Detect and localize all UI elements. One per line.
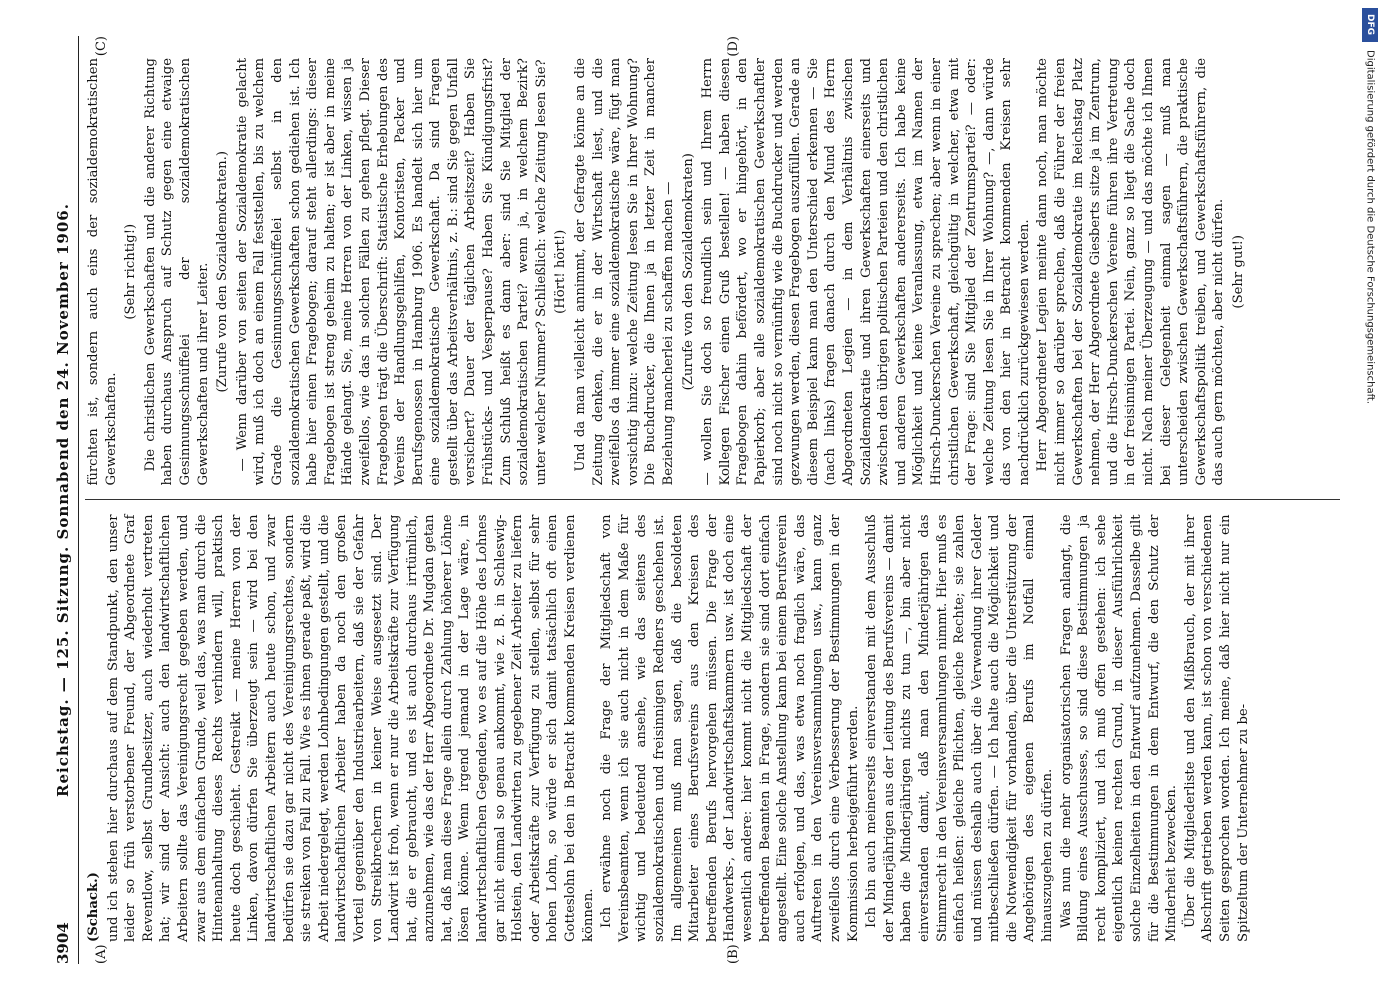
paragraph: Die christlichen Gewerkschaften und die anderer Richtung haben durchaus Anspruch auf Schutz gegen eine etwaige Gesinnungsschnüffelei der sozialdemokratischen Gewerkschaften und ihrer Leiter. bbox=[142, 58, 211, 486]
interjection: (Zurufe von den Sozialdemokraten) bbox=[680, 153, 696, 391]
running-title: Reichstag. — 125. Sitzung. Sonnabend den 24. November 1906. bbox=[53, 203, 72, 797]
margin-mark-a: (A) bbox=[93, 944, 109, 964]
paragraph: fürchten ist, sondern auch eins der sozialdemokratischen Gewerkschaften. bbox=[85, 58, 119, 486]
paragraph: — Wenn darüber von seiten der Sozialdemokratie gelacht wird, muß ich doch an einem Fall feststellen, bis zu welchem Grade die Gesinnungsschnüffelei selbst in den sozialdemokratischen Gewerkschaften schon gediehen ist. Ich habe hier einen Fragebogen; darauf steht allerdings: dieser Fragebogen ist streng geheim zu halten; er ist aber in meine Hände gelangt. Sie, meine Herren von der Linken, wissen ja zweifellos, wie das in solchen Fällen zu gehen pflegt. Dieser Fragebogen trägt die Überschrift: Statistische Erhebungen des Vereins der Handlungsgehilfen, Kontoristen, Packer und Berufsgenossen in Hamburg 1906. Es handelt sich hier um eine sozialdemokratische Gewerkschaft. Da sind Fragen gestellt über das Arbeitsverhältnis, z. B.: sind Sie gegen Unfall versichert? Dauer der täglichen Arbeitszeit? Haben Sie Frühstücks- und Vesperpause? Haben Sie Kündigungsfrist? Zum Schluß heißt es dann aber: sind Sie Mitglied der sozialdemokratischen Partei? wenn ja, in welchem Bezirk? unter welcher Nummer? Schließlich: welche Zeitung lesen Sie? bbox=[234, 58, 549, 486]
interjection: (Sehr richtig!) bbox=[122, 223, 138, 320]
speaker-label: (Schack.) bbox=[85, 872, 101, 942]
interjection: (Hört! hört!) bbox=[552, 229, 568, 314]
paragraph: Was nun die mehr organisatorischen Fragen anlangt, die Bildung eines Ausschusses, so sind diese Bestimmungen ja recht kompliziert, und ich muß offen gestehen: ich sehe eigentlich keinen rechten Grund, in dieser Ausführlichkeit solche Einzelheiten in den Entwurf aufzunehmen. Dasselbe gilt für die Bestimmungen in dem Entwurf, die den Schutz der Minderheit bezwecken. bbox=[1058, 514, 1179, 942]
margin-mark-c: (C) bbox=[93, 36, 109, 57]
interjection: (Zurufe von den Sozialdemokraten.) bbox=[214, 151, 230, 393]
paragraph: Und da man vielleicht annimmt, der Gefragte könne an die Zeitung denken, die er in der Wirtschaft liest, und die zweifellos da immer eine sozialdemokratische wäre, fügt man vorsichtig hinzu: welche Zeitung lesen Sie in Ihrer Wohnung? Die Buchdrucker, die Ihnen ja in letzter Zeit in mancher Beziehung mancherlei zu schaffen machen — bbox=[572, 58, 676, 486]
credit-text: Digitalisierung gefördert durch die Deutsche Forschungsgemeinschaft. bbox=[1364, 50, 1376, 405]
interjection: (Sehr gut!) bbox=[1230, 234, 1246, 309]
paragraph: — wollen Sie doch so freundlich sein und Ihrem Herrn Kollegen Fischer einen Gruß bestellen! — haben diesen Fragebogen dahin befördert, wo er hingehört, in den Papierkorb; aber alle sozialdemokratischen Gewerkschaftler sind noch nicht so vernünftig wie die Buchdrucker und werden gezwungen werden, diesen Fragebogen auszufüllen. Gerade an diesem Beispiel kann man den Unterschied erkennen — Sie (nach links) fragen danach durch den Mund des Herrn Abgeordneten Legien — in dem Verhältnis zwischen Sozialdemokratie und ihren Gewerkschaften einerseits und zwischen den übrigen politischen Parteien und den christlichen und anderen Gewerkschaften andererseits. Ich habe keine Möglichkeit und keine Veranlassung, etwa im Namen der Hirsch-Dunckerschen Vereine zu sprechen; aber wenn in einer christlichen Gewerkschaft, gleichgültig in welcher, etwa mit der Frage: sind Sie Mitglied der Zentrumspartei? — oder: welche Zeitung lesen Sie in Ihrer Wohnung? —, dann würde das von den hier in Betracht kommenden Kreisen sehr nachdrücklich zurückgewiesen werden. bbox=[699, 58, 1032, 486]
margin-mark-d: (D) bbox=[725, 36, 741, 57]
paragraph: Über die Mitgliederliste und den Mißbrauch, der mit ihrer Abschrift getrieben werden kann, ist schon von verschiedenen Seiten gesprochen worden. Ich meine, daß hier nicht nur ein Spitzeltum der Unternehmer zu be- bbox=[1182, 514, 1251, 942]
paragraph: und ich stehen hier durchaus auf dem Standpunkt, den unser leider so früh verstorbener Freund, der Abgeordnete Graf Reventlow, selbst Grundbesitzer, auch wiederholt vertreten hat; wir sind der Ansicht: auch den landwirtschaftlichen Arbeitern sollte das Vereinigungsrecht gegeben werden, und zwar aus dem einfachen Grunde, weil das, was man durch die Hintenanhaltung dieses Rechts verhindern will, praktisch heute doch geschieht. Gestreikt — meine Herren von der Linken, davon dürfen Sie überzeugt sein — wird bei den landwirtschaftlichen Arbeitern auch heute schon, und zwar bedürfen sie dazu gar nicht des Vereinigungsrechtes, sondern sie streiken von Fall zu Fall. Wie es ihnen gerade paßt, wird die Arbeit niedergelegt, werden Lohnbedingungen gestellt, und die landwirtschaftlichen Arbeiter haben da noch den großen Vorteil gegenüber den Industriearbeitern, daß sie der Gefahr von Streikbrechern in keiner Weise ausgesetzt sind. Der Landwirt ist froh, wenn er nur die Arbeitskräfte zur Verfügung hat, die er gebraucht, und es ist auch durchaus irrtümlich, anzunehmen, wie das der Herr Abgeordnete Dr. Mugdan getan hat, daß man diese Frage allein durch Zahlung höherer Löhne lösen könne. Wenn irgend jemand in der Lage wäre, in landwirtschaftlichen Gegenden, wo es auf die Höhe des Lohnes gar nicht einmal so genau ankommt, wie z. B. in Schleswig-Holstein, den Landwirten zu gegebener Zeit Arbeiter zu liefern oder Arbeitskräfte zur Verfügung zu stellen, selbst für sehr hohen Lohn, so würde er sich damit tatsächlich oft einen Gotteslohn bei den in Betracht kommenden Kreisen verdienen können. bbox=[105, 514, 596, 942]
page-header bbox=[50, 36, 79, 964]
document-page bbox=[32, 10, 1352, 990]
left-column bbox=[85, 500, 1340, 965]
paragraph: Ich bin auch meinerseits einverstanden mit dem Ausschluß der Minderjährigen aus der Leitung des Berufsvereins — damit haben die Minderjährigen nichts zu tun —, bin aber nicht einverstanden damit, daß man den Minderjährigen das Stimmrecht in den Vereinsversammlungen nimmt. Hier muß es einfach heißen: gleiche Pflichten, gleiche Rechte; sie zahlen und müssen deshalb auch über die Verwendung ihrer Gelder mitbeschließen dürfen. — Ich halte auch die Möglichkeit und die Notwendigkeit für vorhanden, über die Unterstützung der Angehörigen des eigenen Berufs im Notfall einmal hinauszugehen zu dürfen. bbox=[863, 514, 1055, 942]
page-number: 3904 bbox=[53, 922, 72, 964]
paragraph: Herr Abgeordneter Legien meinte dann noch, man möchte nicht immer so darüber sprechen, daß die Führer der freien Gewerkschaften bei der Sozialdemokratie im Reichstag Platz nehmen, der Herr Abgeordnete Giesberts sitze ja im Zentrum, und die Hirsch-Dunckerschen Vereine führen ihre Vertretung in der freisinnigen Partei. Nein, ganz so liegt die Sache doch nicht. Nach meiner Überzeugung — und das möchte ich Ihnen bei dieser Gelegenheit einmal sagen — muß man unterscheiden zwischen Gewerkschaftsführern, die praktische Gewerkschaftspolitik treiben, und Gewerkschaftsführern, die das auch gern möchten, aber nicht dürfen. bbox=[1034, 58, 1226, 486]
right-column bbox=[85, 36, 1340, 500]
margin-mark-b: (B) bbox=[725, 944, 741, 964]
dfg-logo: DFG bbox=[1362, 8, 1378, 42]
page-body bbox=[85, 36, 1340, 964]
digitization-credit bbox=[1361, 8, 1379, 993]
paragraph: Ich erwähne noch die Frage der Mitgliedschaft von Vereinsbeamten, wenn ich sie auch nicht in dem Maße für wichtig und bedeutend ansehe, wie das seitens des sozialdemokratischen und freisinnigen Redners geschehen ist. Im allgemeinen muß man sagen, daß die besoldeten Mitarbeiter eines Berufsvereins aus den Kreisen des betreffenden Berufs hervorgehen müssen. Die Frage der Handwerks-, der Landwirtschaftskammern usw. ist doch eine wesentlich andere: hier kommt nicht die Mitgliedschaft der betreffenden Beamten in Frage, sondern sie sind dort einfach angestellt. Eine solche Anstellung kann bei einem Berufsverein auch erfolgen, und das, was etwa noch fraglich wäre, das Auftreten in den Vereinsversammlungen usw., kann ganz zweifellos durch eine Verbesserung der Bestimmungen in der Kommission herbeigeführt werden. bbox=[598, 514, 861, 942]
